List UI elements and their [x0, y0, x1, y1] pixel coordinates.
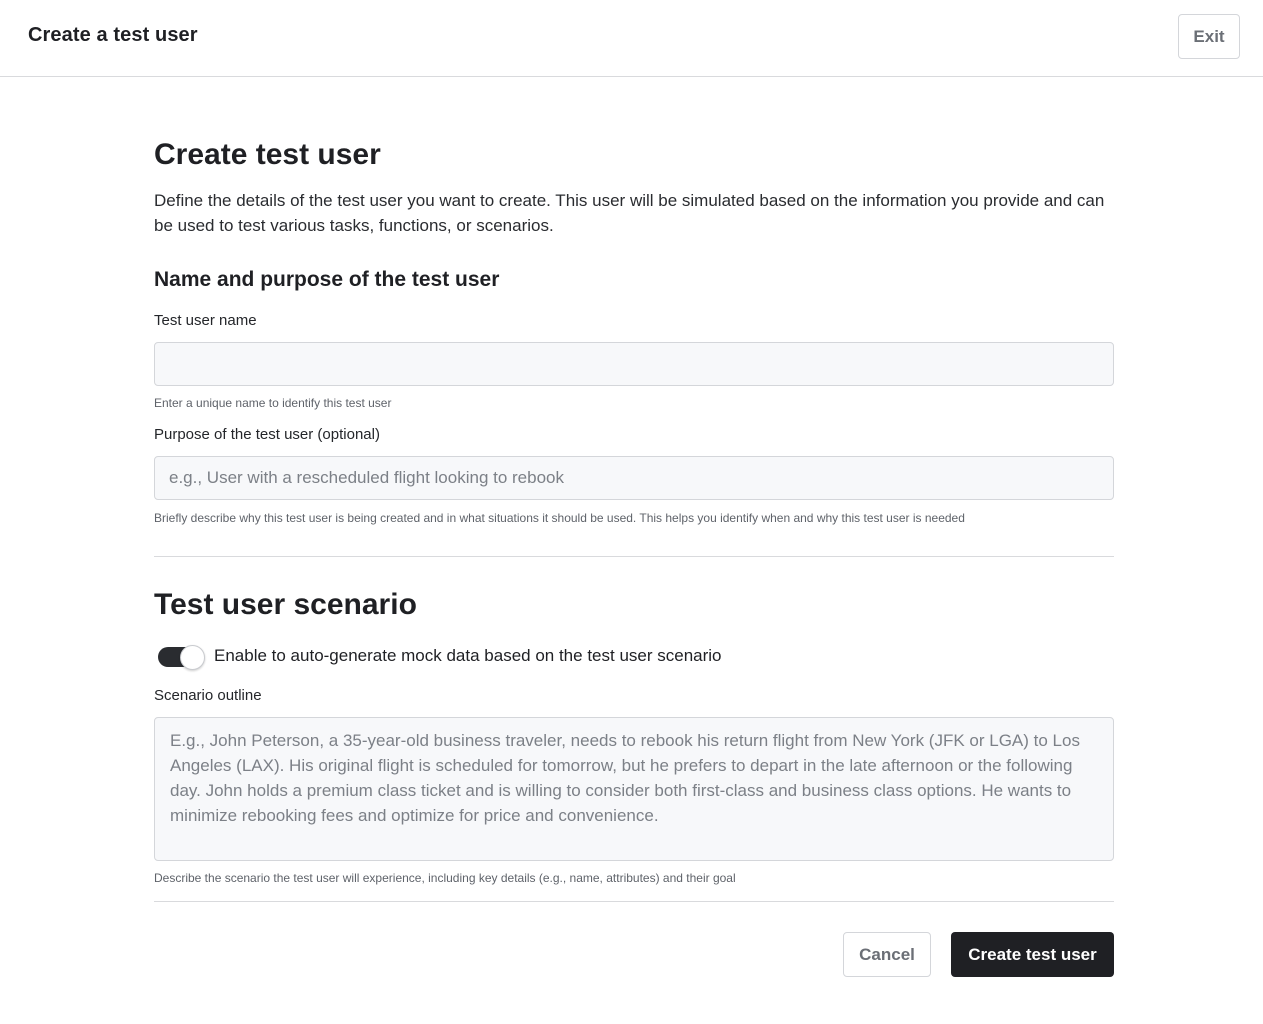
auto-generate-toggle-label: Enable to auto-generate mock data based on the test user scenario: [214, 646, 722, 665]
purpose-input[interactable]: [154, 456, 1114, 500]
purpose-help: Briefly describe why this test user is being created and in what situations it should be used. This helps you identify when and why this test user is needed: [154, 511, 965, 525]
auto-generate-toggle[interactable]: [158, 645, 204, 669]
test-user-name-label: Test user name: [154, 312, 257, 329]
test-user-name-input[interactable]: [154, 342, 1114, 386]
purpose-label: Purpose of the test user (optional): [154, 426, 380, 443]
scenario-outline-textarea[interactable]: [154, 717, 1114, 861]
test-user-name-help: Enter a unique name to identify this test user: [154, 396, 392, 410]
create-test-user-button[interactable]: Create test user: [951, 932, 1114, 977]
top-bar: [0, 0, 1263, 77]
section-divider: [154, 556, 1114, 557]
toggle-knob: [180, 645, 205, 670]
name-purpose-heading: Name and purpose of the test user: [154, 268, 500, 291]
cancel-button[interactable]: Cancel: [843, 932, 931, 977]
exit-button[interactable]: Exit: [1178, 14, 1240, 59]
footer-divider: [154, 901, 1114, 902]
window-title: Create a test user: [28, 24, 198, 46]
scenario-heading: Test user scenario: [154, 588, 417, 621]
page-description: Define the details of the test user you want to create. This user will be simulated based on the information you provide and can be used to test various tasks, functions, or scenarios.: [154, 191, 1105, 235]
scenario-outline-label: Scenario outline: [154, 687, 262, 704]
page-title: Create test user: [154, 138, 381, 171]
scenario-outline-help: Describe the scenario the test user will experience, including key details (e.g., name, attributes) and their goal: [154, 871, 736, 885]
